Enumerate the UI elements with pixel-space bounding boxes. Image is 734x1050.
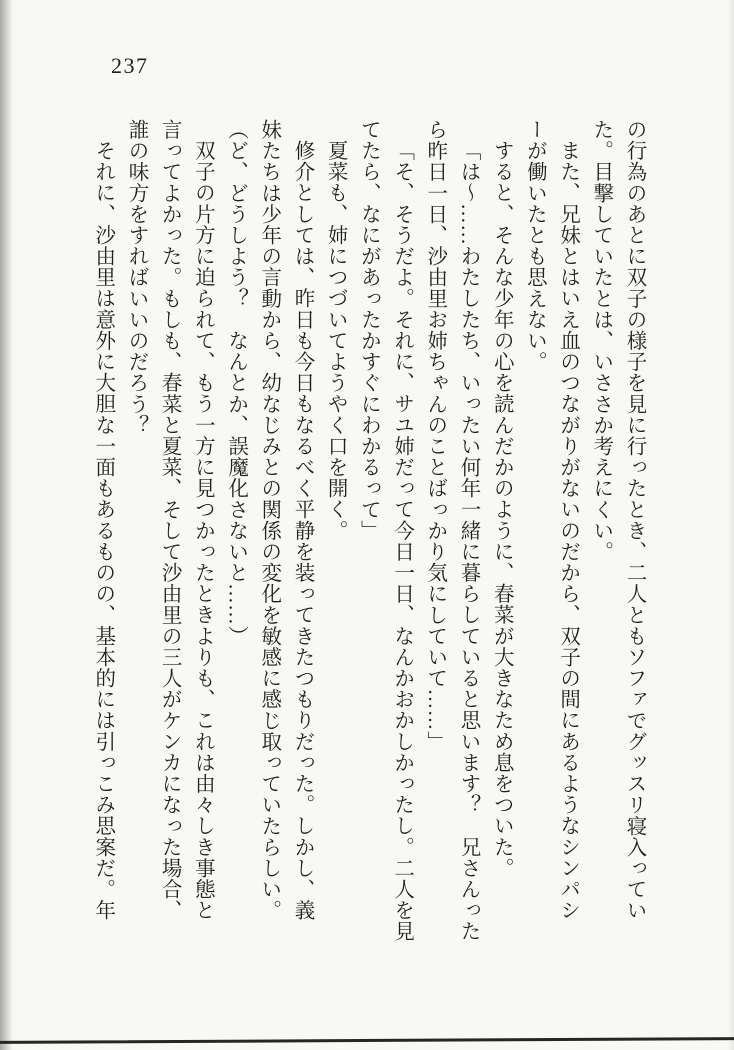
text-line: ーが働いたとも思えない。 (523, 119, 546, 373)
text-line: の行為のあとに双子の様子を見に行ったとき、二人ともソファでグッスリ寝入ってい (623, 119, 645, 921)
text-line: 修介としては、昨日も今日もなるべく平静を装ってきたつもりだった。しかし、義 (290, 140, 313, 921)
text-line: （ど、どうしよう？ なんとか、誤魔化さないと……） (224, 119, 247, 647)
page-edge-shading (728, 0, 734, 1050)
text-line: てたら、なにがあったかすぐにわかるって」 (357, 119, 380, 541)
text-line: 「そ、そうだよ。それに、サユ姉だって今日一日、なんかおかしかったし。二人を見 (390, 140, 413, 942)
text-line: 夏菜も、姉につづいてようやく口を開く。 (324, 140, 347, 541)
text-line: 妹たちは少年の言動から、幼なじみとの関係の変化を敏感に感じ取っていたらしい。 (257, 119, 280, 921)
page-gutter-shadow (0, 0, 13, 1050)
page-bottom-edge-line (0, 1037, 734, 1044)
text-line: 言ってよかった。もしも、春菜と夏菜、そして沙由里の三人がケンカになった場合、 (158, 119, 181, 921)
page-number: 237 (111, 53, 149, 78)
text-line: 「は〜……わたしたち、いったい何年一緒に暮らしていると思います？ 兄さんった (456, 140, 479, 942)
text-line: それに、沙由里は意外に大胆な一面もあるものの、基本的には引っこみ思案だ。年 (91, 140, 114, 921)
text-line: 双子の片方に迫られて、もう一方に見つかったときよりも、これは由々しき事態と (191, 140, 214, 921)
text-line: また、兄妹とはいえ血のつながりがないのだから、双子の間にあるようなシンパシ (556, 140, 579, 921)
text-line: ら昨日一日、沙由里お姉ちゃんのことばっかり気にしていて……」 (423, 119, 446, 752)
text-line: た。目撃していたとは、いささか考えにくい。 (589, 119, 612, 563)
text-line: 誰の味方をすればいいのだろう？ (124, 119, 147, 436)
body-text (84, 119, 650, 959)
text-line: すると、そんな少年の心を読んだかのように、春菜が大きなため息をついた。 (490, 140, 513, 879)
